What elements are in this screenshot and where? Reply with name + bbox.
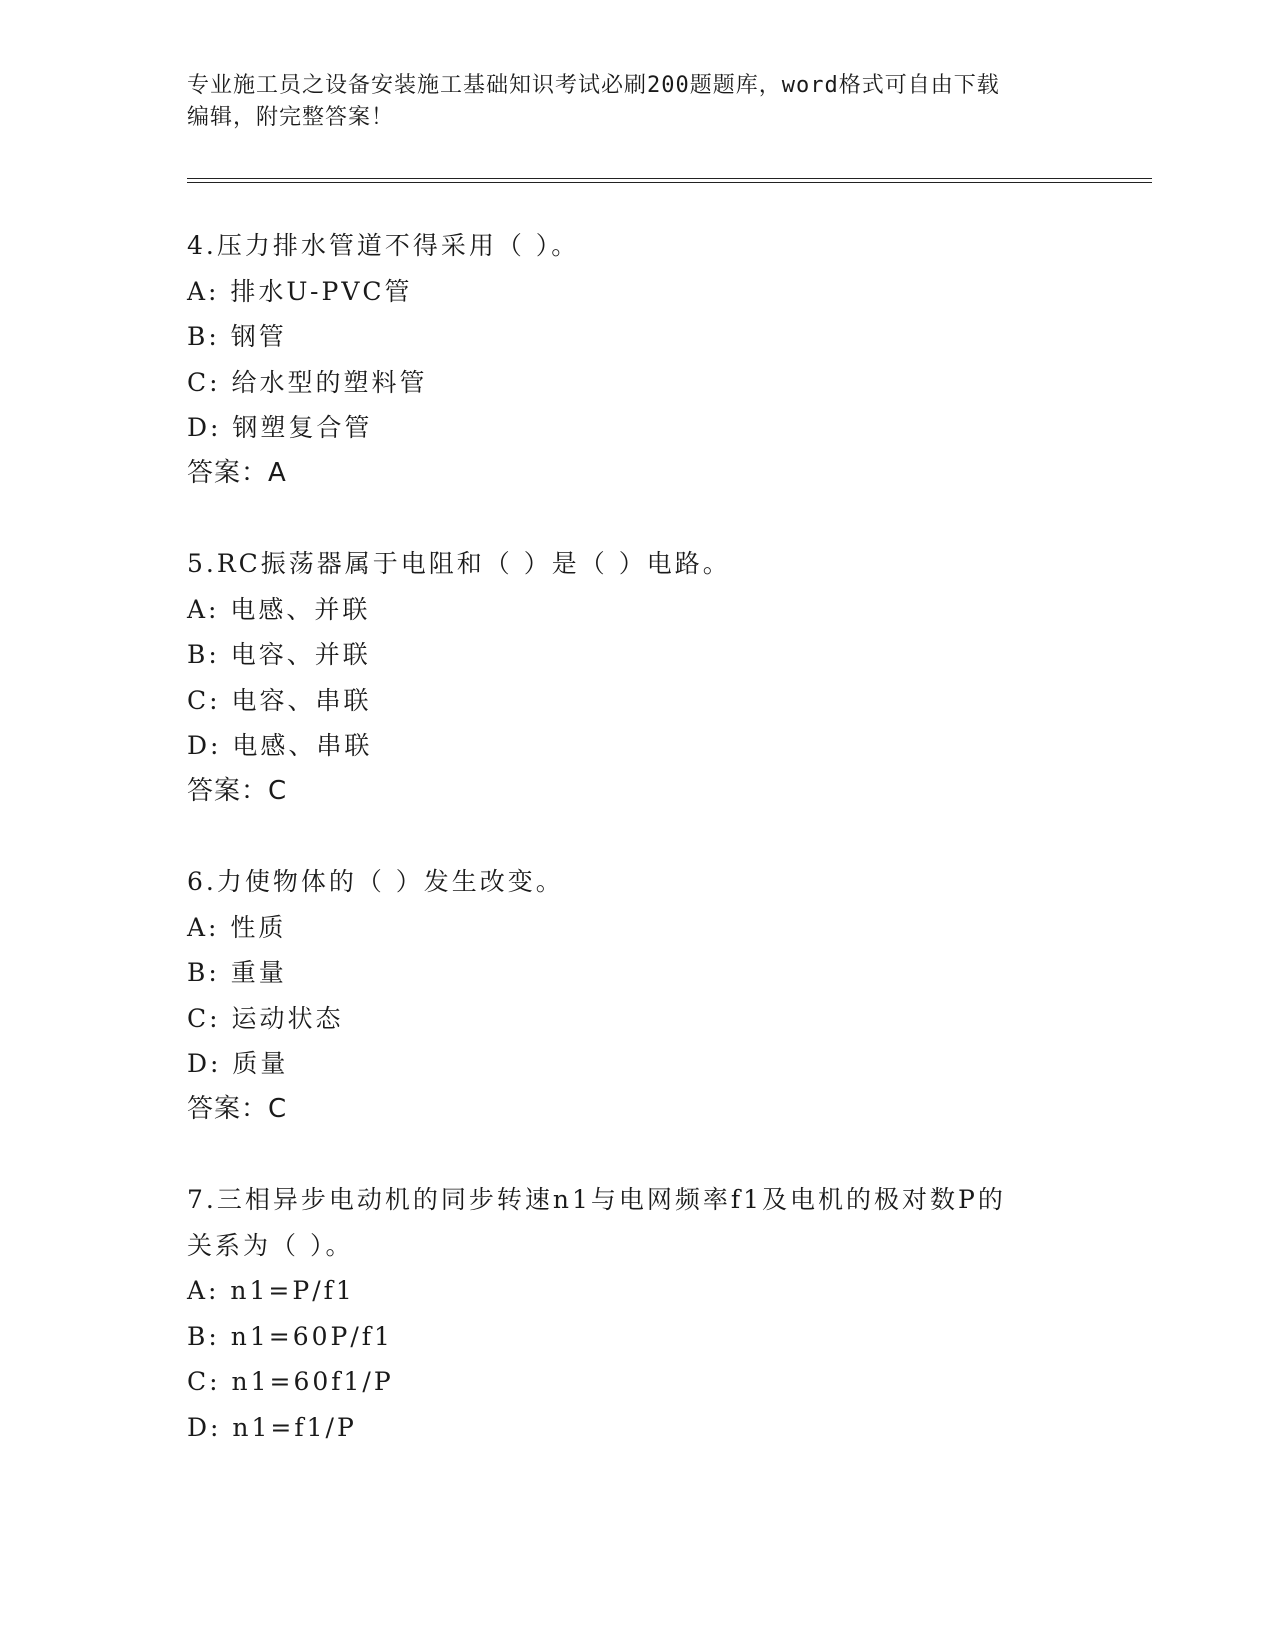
header-divider-bottom (187, 182, 1152, 183)
answer: 答案：A (187, 457, 287, 488)
question-7 (187, 1177, 1087, 1450)
answer: 答案：C (187, 775, 288, 806)
question-4 (187, 223, 1087, 496)
answer: 答案：C (187, 1093, 288, 1124)
option-a: A: 排水U-PVC管 (187, 276, 413, 306)
document-header (187, 70, 1087, 134)
option-d: D: n1=f1/P (187, 1412, 357, 1442)
option-c: C: 电容、串联 (187, 685, 372, 715)
option-d: D: 电感、串联 (187, 731, 373, 760)
question-stem: 6.力使物体的（ ）发生改变。 (187, 867, 564, 896)
option-b: B: n1=60P/f1 (187, 1321, 393, 1351)
option-c: C: 给水型的塑料管 (187, 367, 428, 397)
question-stem: 7.三相异步电动机的同步转速n1与电网频率f1及电机的极对数P的 (187, 1185, 1006, 1214)
option-d: D: 钢塑复合管 (187, 413, 373, 442)
option-a: A: n1=P/f1 (187, 1276, 355, 1305)
option-c: C: 运动状态 (187, 1003, 344, 1033)
question-stem: 5.RC振荡器属于电阻和（ ）是（ ）电路。 (187, 549, 731, 578)
option-c: C: n1=60f1/P (187, 1367, 394, 1396)
header-line-1: 专业施工员之设备安装施工基础知识考试必刷200题题库，word格式可自由下载 (187, 73, 1000, 98)
option-b: B: 重量 (187, 958, 287, 987)
question-stem: 4.压力排水管道不得采用（ ）。 (187, 231, 580, 260)
question-6 (187, 859, 1087, 1132)
question-5 (187, 541, 1087, 814)
header-line-2: 编辑，附完整答案！ (187, 105, 395, 130)
option-b: B: 电容、并联 (187, 640, 371, 669)
header-divider-top (187, 178, 1152, 179)
option-b: B: 钢管 (187, 322, 287, 351)
option-a: A: 电感、并联 (187, 594, 371, 624)
option-a: A: 性质 (187, 912, 287, 942)
question-stem-continued: 关系为（ ）。 (187, 1230, 354, 1260)
option-d: D: 质量 (187, 1049, 289, 1078)
